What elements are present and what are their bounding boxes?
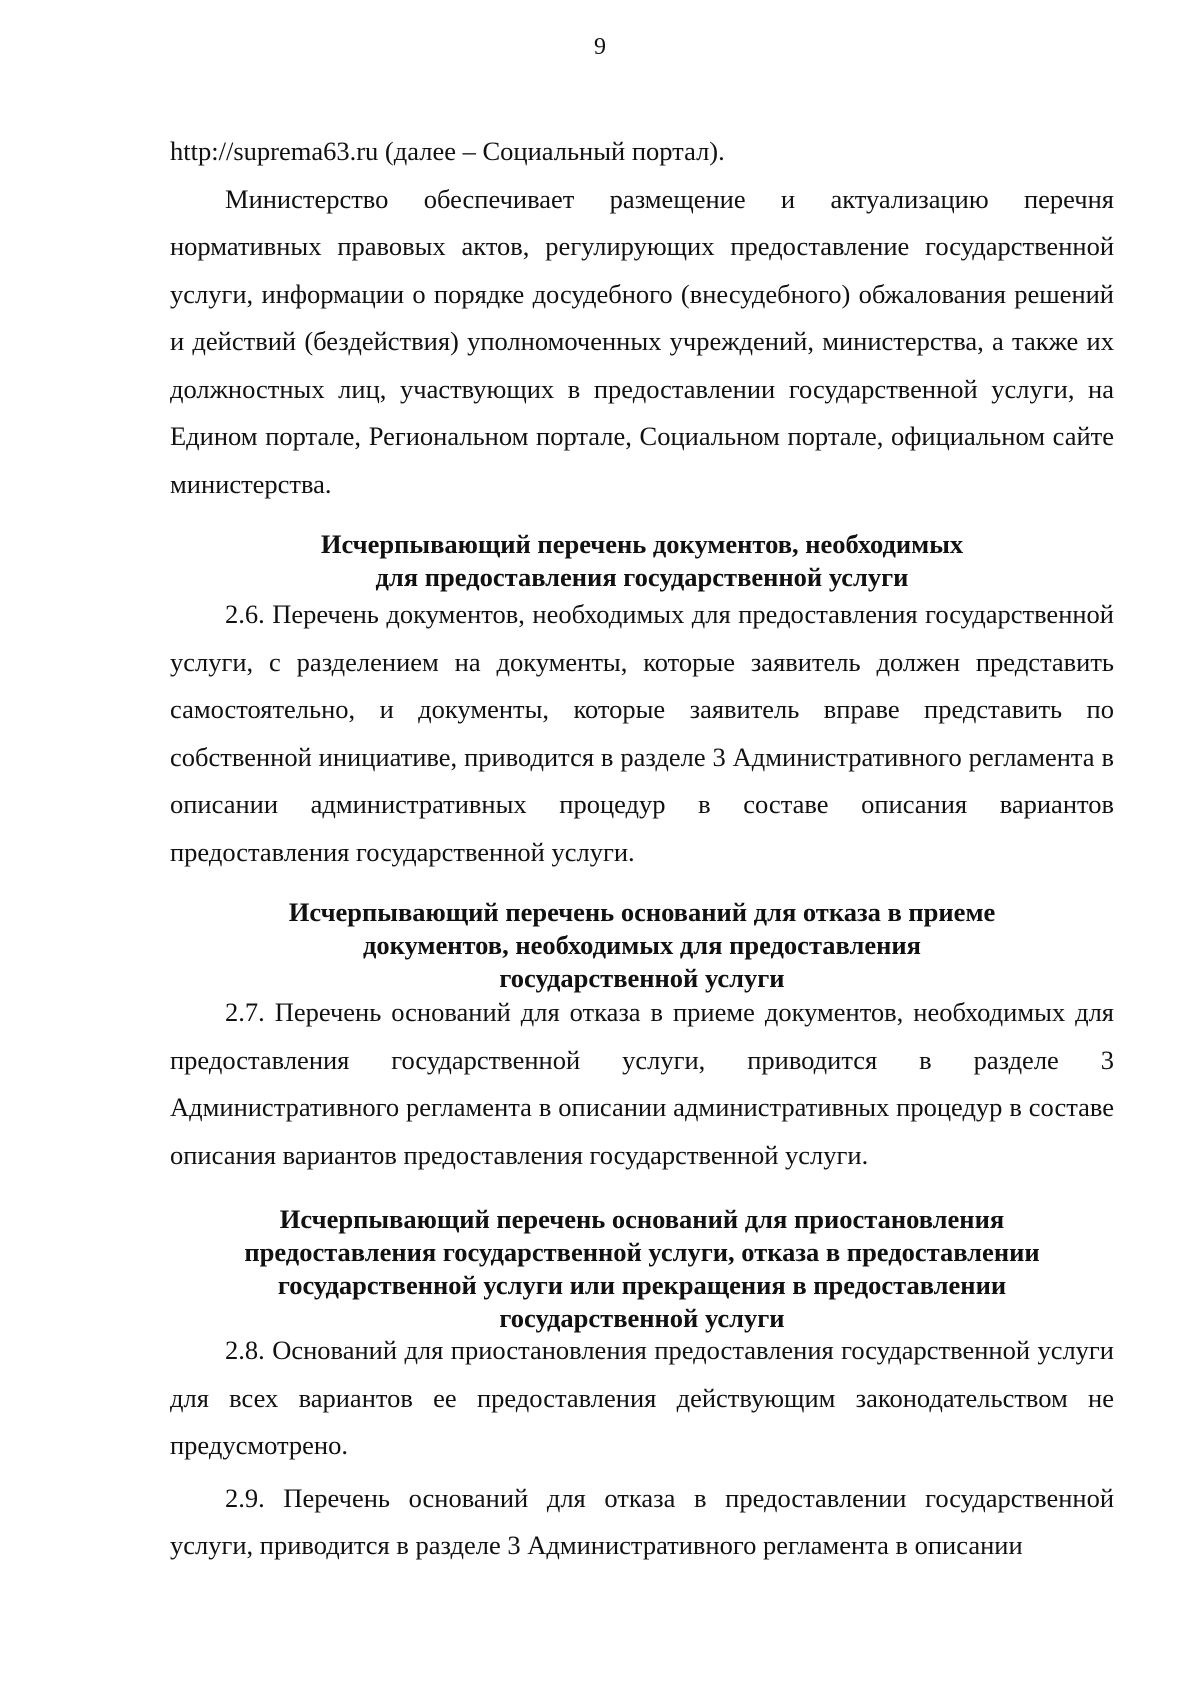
paragraph-ministry-duties: Министерство обеспечивает размещение и актуализацию перечня нормативных правовых актов, регулирующих предоставление государственной услуги, информации о порядке досудебного (внесудебного) обжалования решений и действий (бездействия) уполномоченных учреждений, министерства, а также их должностных лиц, участвующих в предоставлении государственной услуги, на Едином портале, Региональном портале, Социальном портале, официальном сайте министерства. [170,183,1114,499]
heading-line: документов, необходимых для предоставления [362,930,921,960]
document-body [170,128,1114,1570]
heading-line: Исчерпывающий перечень оснований для отказа в приеме [288,897,996,927]
heading-line: предоставления государственной услуги, отказа в предоставлении [244,1237,1040,1267]
paragraph-2-7: 2.7. Перечень оснований для отказа в приеме документов, необходимых для предоставления государственной услуги, приводится в разделе 3 Административного регламента в описании административных процедур в составе описания вариантов предоставления государственной услуги. [170,997,1114,1170]
heading-suspension-grounds [170,1203,1114,1335]
heading-line: для предоставления государственной услуги [375,562,909,592]
heading-refusal-grounds [170,896,1114,995]
paragraph-portal-reference: http://suprema63.ru (далее – Социальный портал). [170,136,725,166]
paragraph-2-8: 2.8. Оснований для приостановления предоставления государственной услуги для всех вариантов ее предоставления действующим законодательством не предусмотрено. [170,1335,1114,1460]
heading-line: государственной услуги [499,1303,785,1333]
page-number: 9 [594,34,606,60]
heading-line: Исчерпывающий перечень документов, необходимых [320,529,964,559]
paragraph-2-9: 2.9. Перечень оснований для отказа в предоставлении государственной услуги, приводится в разделе 3 Административного регламента в описании [170,1482,1114,1560]
heading-line: государственной услуги или прекращения в предоставлении [277,1270,1007,1300]
heading-line: государственной услуги [499,963,785,993]
paragraph-2-6: 2.6. Перечень документов, необходимых для предоставления государственной услуги, с разделением на документы, которые заявитель должен представить самостоятельно, и документы, которые заявитель вправе представить по собственной инициативе, приводится в разделе 3 Административного регламента в описании административных процедур в составе описания вариантов предоставления государственной услуги. [170,599,1114,867]
heading-line: Исчерпывающий перечень оснований для приостановления [279,1204,1005,1234]
heading-documents-list [170,528,1114,594]
